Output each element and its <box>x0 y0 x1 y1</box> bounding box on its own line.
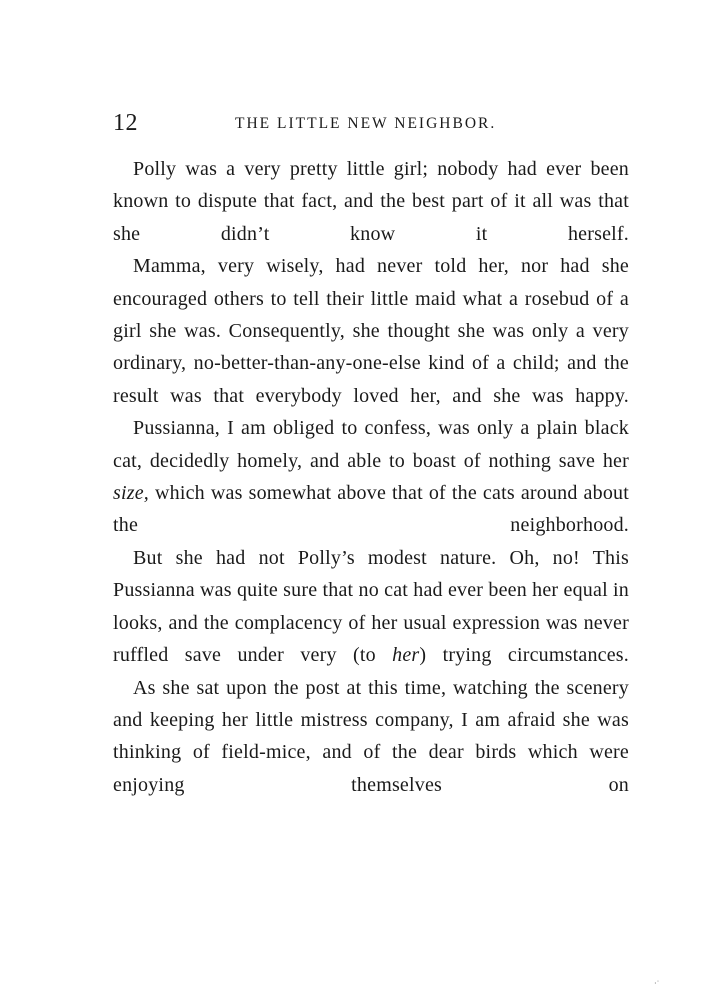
paragraph-text: which was somewhat above that of the cats around about the neighborhood. <box>113 482 629 537</box>
page-number: 12 <box>113 110 138 136</box>
emphasis-her: her <box>392 644 420 667</box>
paragraph-text: But she had not Polly’s modest nature. Oh, no! This Pussianna was quite sure that no cat had ever been her equal in looks, and the complacency of her usual expression was never ruffled save under very (to <box>113 546 629 667</box>
emphasis-size: size, <box>113 482 149 505</box>
paragraph-text: Pussianna, I am obliged to confess, was only a plain black cat, decidedly homely, and able to boast of nothing save her <box>113 417 629 472</box>
paragraph-text: ) trying circumstances. <box>419 644 629 667</box>
paragraph-pussianna <box>113 412 629 542</box>
paragraph-modest-nature <box>113 542 629 672</box>
body-text <box>113 153 629 801</box>
running-title: THE LITTLE NEW NEIGHBOR. <box>235 115 497 132</box>
running-head <box>113 108 629 138</box>
paragraph-post: As she sat upon the post at this time, watching the scenery and keeping her little mistress company, I am afraid she was thinking of field-mice, and of the dear birds which were enjoying themselves on <box>113 676 629 796</box>
paragraph-polly-pretty: Polly was a very pretty little girl; nobody had ever been known to dispute that fact, and the best part of it all was that she didn’t know it herself. <box>113 158 629 245</box>
paragraph-mamma: Mamma, very wisely, had never told her, nor had she encouraged others to tell their little maid what a rosebud of a girl she was. Consequently, she thought she was only a very ordinary, no-better-than-any-one-else kind of a child; and the result was that everybody loved her, and she was happy. <box>113 255 629 407</box>
print-speck: ·˙ <box>654 979 660 988</box>
